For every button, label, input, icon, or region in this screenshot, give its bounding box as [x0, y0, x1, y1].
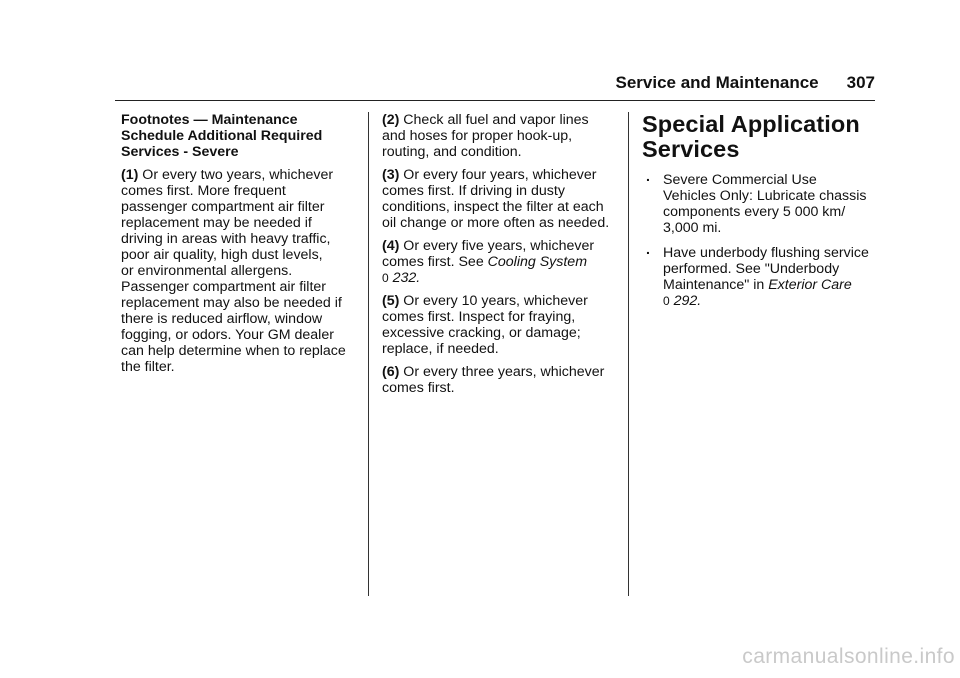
footnote-1: (1) Or every two years, whichever comes first. More frequent passenger compartment air filter replacement may be needed if driving in areas with heavy traffic, poor air quality, high dust levels, or environmental allergens. Passenger compartment air filter replacement may also be needed if there is reduced airflow, window fogging, or odors. Your GM dealer can help determine when to replace the filter.	[121, 167, 346, 375]
footnote-number: (2)	[382, 112, 400, 128]
page-ref-arrow-icon: 0	[382, 271, 389, 285]
watermark: carmanualsonline.info	[742, 645, 955, 668]
header-rule	[115, 100, 875, 101]
column-2	[382, 112, 618, 403]
footnote-2: (2) Check all fuel and vapor lines and hoses for proper hook-up, routing, and condition.	[382, 112, 589, 160]
footnote-number: (1)	[121, 167, 139, 183]
section-heading: Special Application Services	[642, 111, 860, 162]
page-reference[interactable]: 232.	[392, 270, 421, 286]
page-reference[interactable]: 292.	[673, 293, 702, 309]
footnote-3: (3) Or every four years, whichever comes first. If driving in dusty conditions, inspect the filter at each oil change or more often as needed.	[382, 167, 610, 231]
page-ref-arrow-icon: 0	[663, 294, 670, 308]
page-header	[115, 72, 875, 94]
cross-reference-link[interactable]: Cooling System	[487, 254, 588, 270]
bullet-marker: .	[646, 169, 650, 185]
column-1	[121, 112, 353, 382]
section-title: Service and Maintenance	[615, 73, 819, 92]
footnotes-heading: Footnotes — Maintenance Schedule Additional Required Services - Severe	[121, 112, 323, 160]
list-item: . Have underbody flushing service performed. See "Underbody Maintenance" in Exterior Care 0 292.	[646, 242, 869, 309]
footnote-number: (5)	[382, 293, 400, 309]
footnote-number: (6)	[382, 364, 400, 380]
page-number: 307	[846, 73, 875, 92]
footnote-number: (4)	[382, 238, 400, 254]
footnote-number: (3)	[382, 167, 400, 183]
list-item: . Severe Commercial Use Vehicles Only: Lubricate chassis components every 5 000 km/ 3,000 mi.	[646, 169, 867, 236]
column-divider-1	[368, 112, 369, 596]
column-3	[642, 112, 877, 318]
column-divider-2	[628, 112, 629, 596]
footnote-5: (5) Or every 10 years, whichever comes first. Inspect for fraying, excessive cracking, or damage; replace, if needed.	[382, 293, 588, 357]
footnote-6: (6) Or every three years, whichever comes first.	[382, 364, 605, 396]
bullet-marker: .	[646, 242, 650, 258]
footnote-4: (4) Or every five years, whichever comes first. See Cooling System 0 232.	[382, 238, 595, 286]
cross-reference-link[interactable]: Exterior Care	[768, 277, 852, 293]
